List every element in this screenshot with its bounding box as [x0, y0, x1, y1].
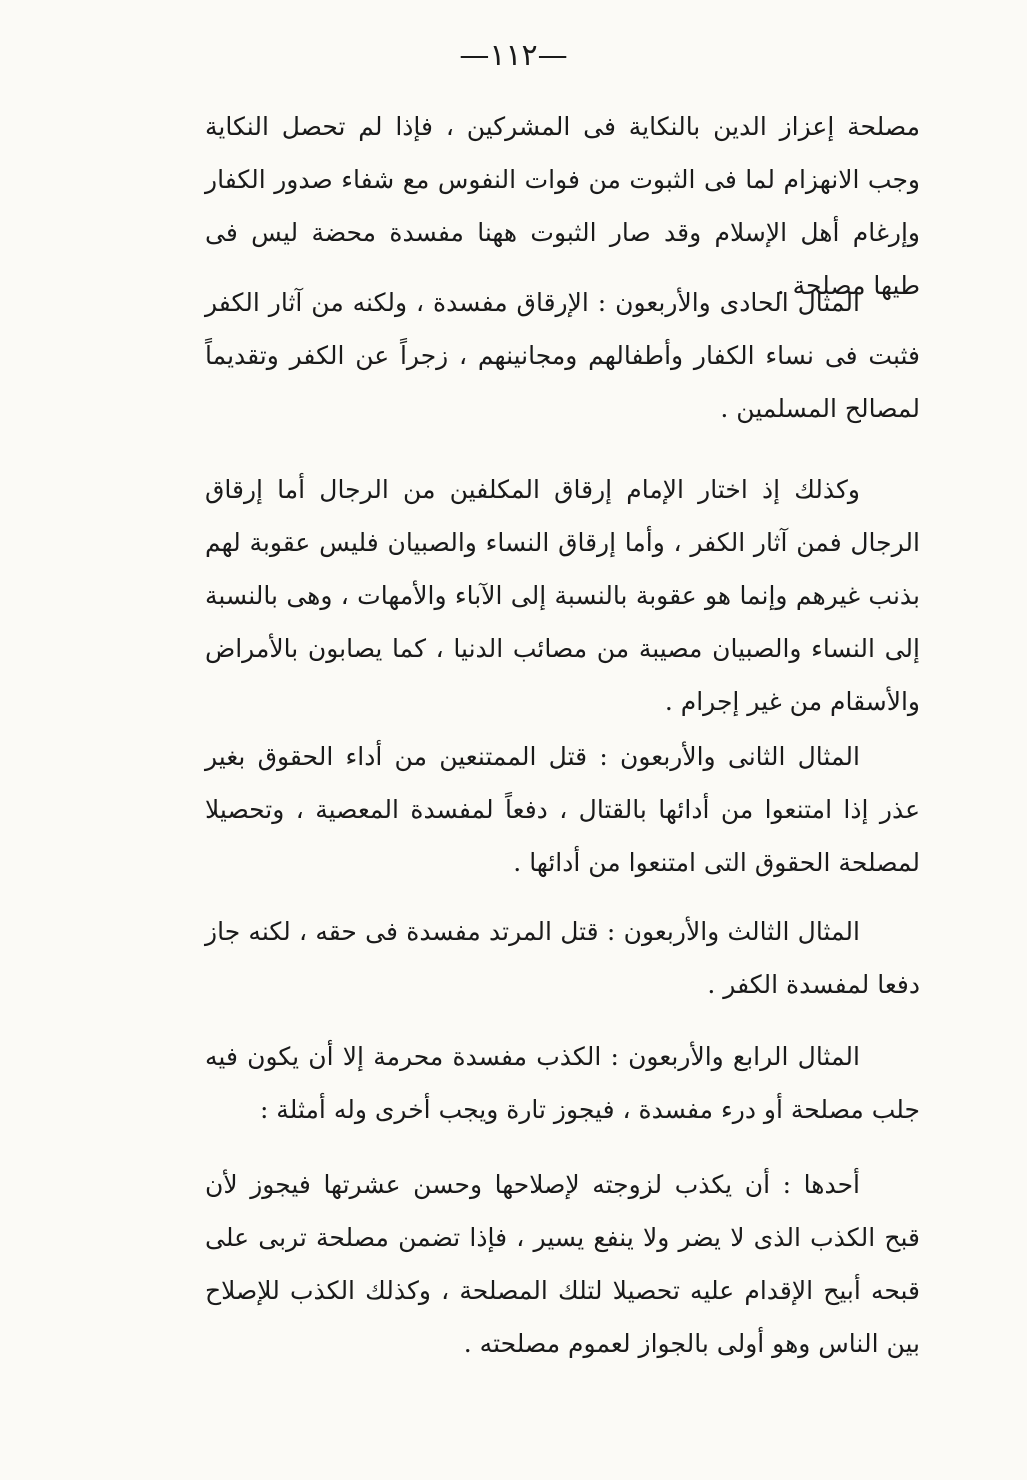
paragraph-6: المثال الرابع والأربعون : الكذب مفسدة محرمة إلا أن يكون فيه جلب مصلحة أو درء مفسدة ، فيجوز تارة ويجب أخرى وله أمثلة : — [205, 1042, 920, 1124]
paragraph-7: أحدها : أن يكذب لزوجته لإصلاحها وحسن عشرتها فيجوز لأن قبح الكذب الذى لا يضر ولا ينفع يسير ، فإذا تضمن مصلحة تربى على قبحه أبيح الإقدام عليه تحصيلا لتلك المصلحة ، وكذلك الكذب للإصلاح بين الناس وهو أولى بالجواز لعموم مصلحته . — [205, 1170, 920, 1358]
paragraph-5: المثال الثالث والأربعون : قتل المرتد مفسدة فى حقه ، لكنه جاز دفعا لمفسدة الكفر . — [205, 917, 920, 999]
paragraph-3: وكذلك إذ اختار الإمام إرقاق المكلفين من الرجال أما إرقاق الرجال فمن آثار الكفر ، وأما إرقاق النساء والصبيان فليس عقوبة لهم بذنب غيرهم وإنما هو عقوبة بالنسبة إلى الآباء والأمهات ، وهى بالنسبة إلى النساء والصبيان مصيبة من مصائب الدنيا ، كما يصابون بالأمراض والأسقام من غير إجرام . — [205, 475, 920, 716]
paragraph-4: المثال الثانى والأربعون : قتل الممتنعين من أداء الحقوق بغير عذر إذا امتنعوا من أدائها بالقتال ، دفعاً لمفسدة المعصية ، وتحصيلا لمصلحة الحقوق التى امتنعوا من أدائها . — [205, 742, 920, 877]
paragraph-1: مصلحة إعزاز الدين بالنكاية فى المشركين ، فإذا لم تحصل النكاية وجب الانهزام لما فى الثبوت من فوات النفوس مع شفاء صدور الكفار وإرغام أهل الإسلام وقد صار الثبوت ههنا مفسدة محضة ليس فى طيها مصلحة . — [205, 112, 920, 300]
paragraph-2: المثال الحادى والأربعون : الإرقاق مفسدة ، ولكنه من آثار الكفر فثبت فى نساء الكفار وأطفالهم ومجانينهم ، زجراً عن الكفر وتقديماً لمصالح المسلمين . — [205, 288, 920, 423]
page-number: —١١٢— — [459, 38, 568, 73]
